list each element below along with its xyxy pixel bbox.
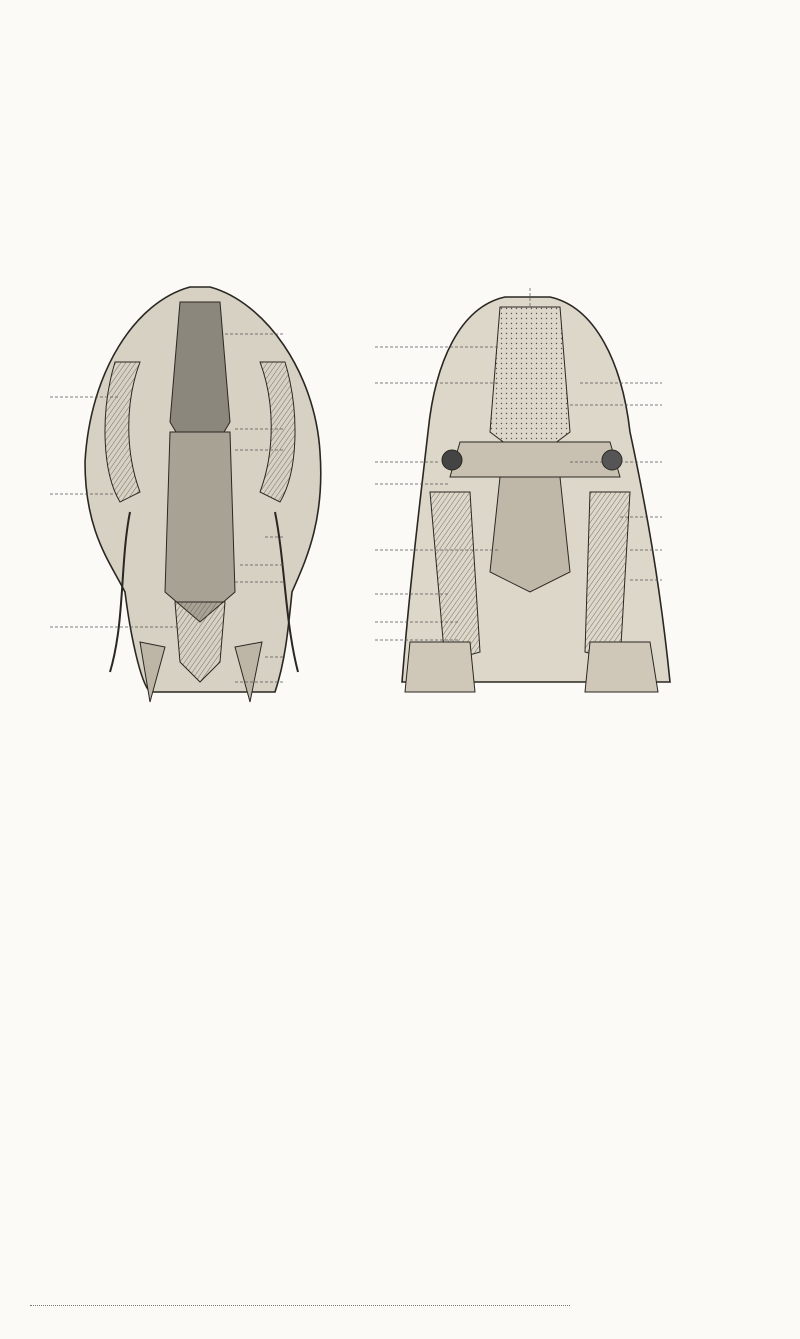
fig1-skull <box>85 287 321 702</box>
footer-rule <box>30 1305 570 1306</box>
skull-illustration <box>30 262 730 712</box>
fig2-skull <box>402 297 670 692</box>
figure-python-skull <box>30 262 730 712</box>
running-header <box>30 30 695 54</box>
